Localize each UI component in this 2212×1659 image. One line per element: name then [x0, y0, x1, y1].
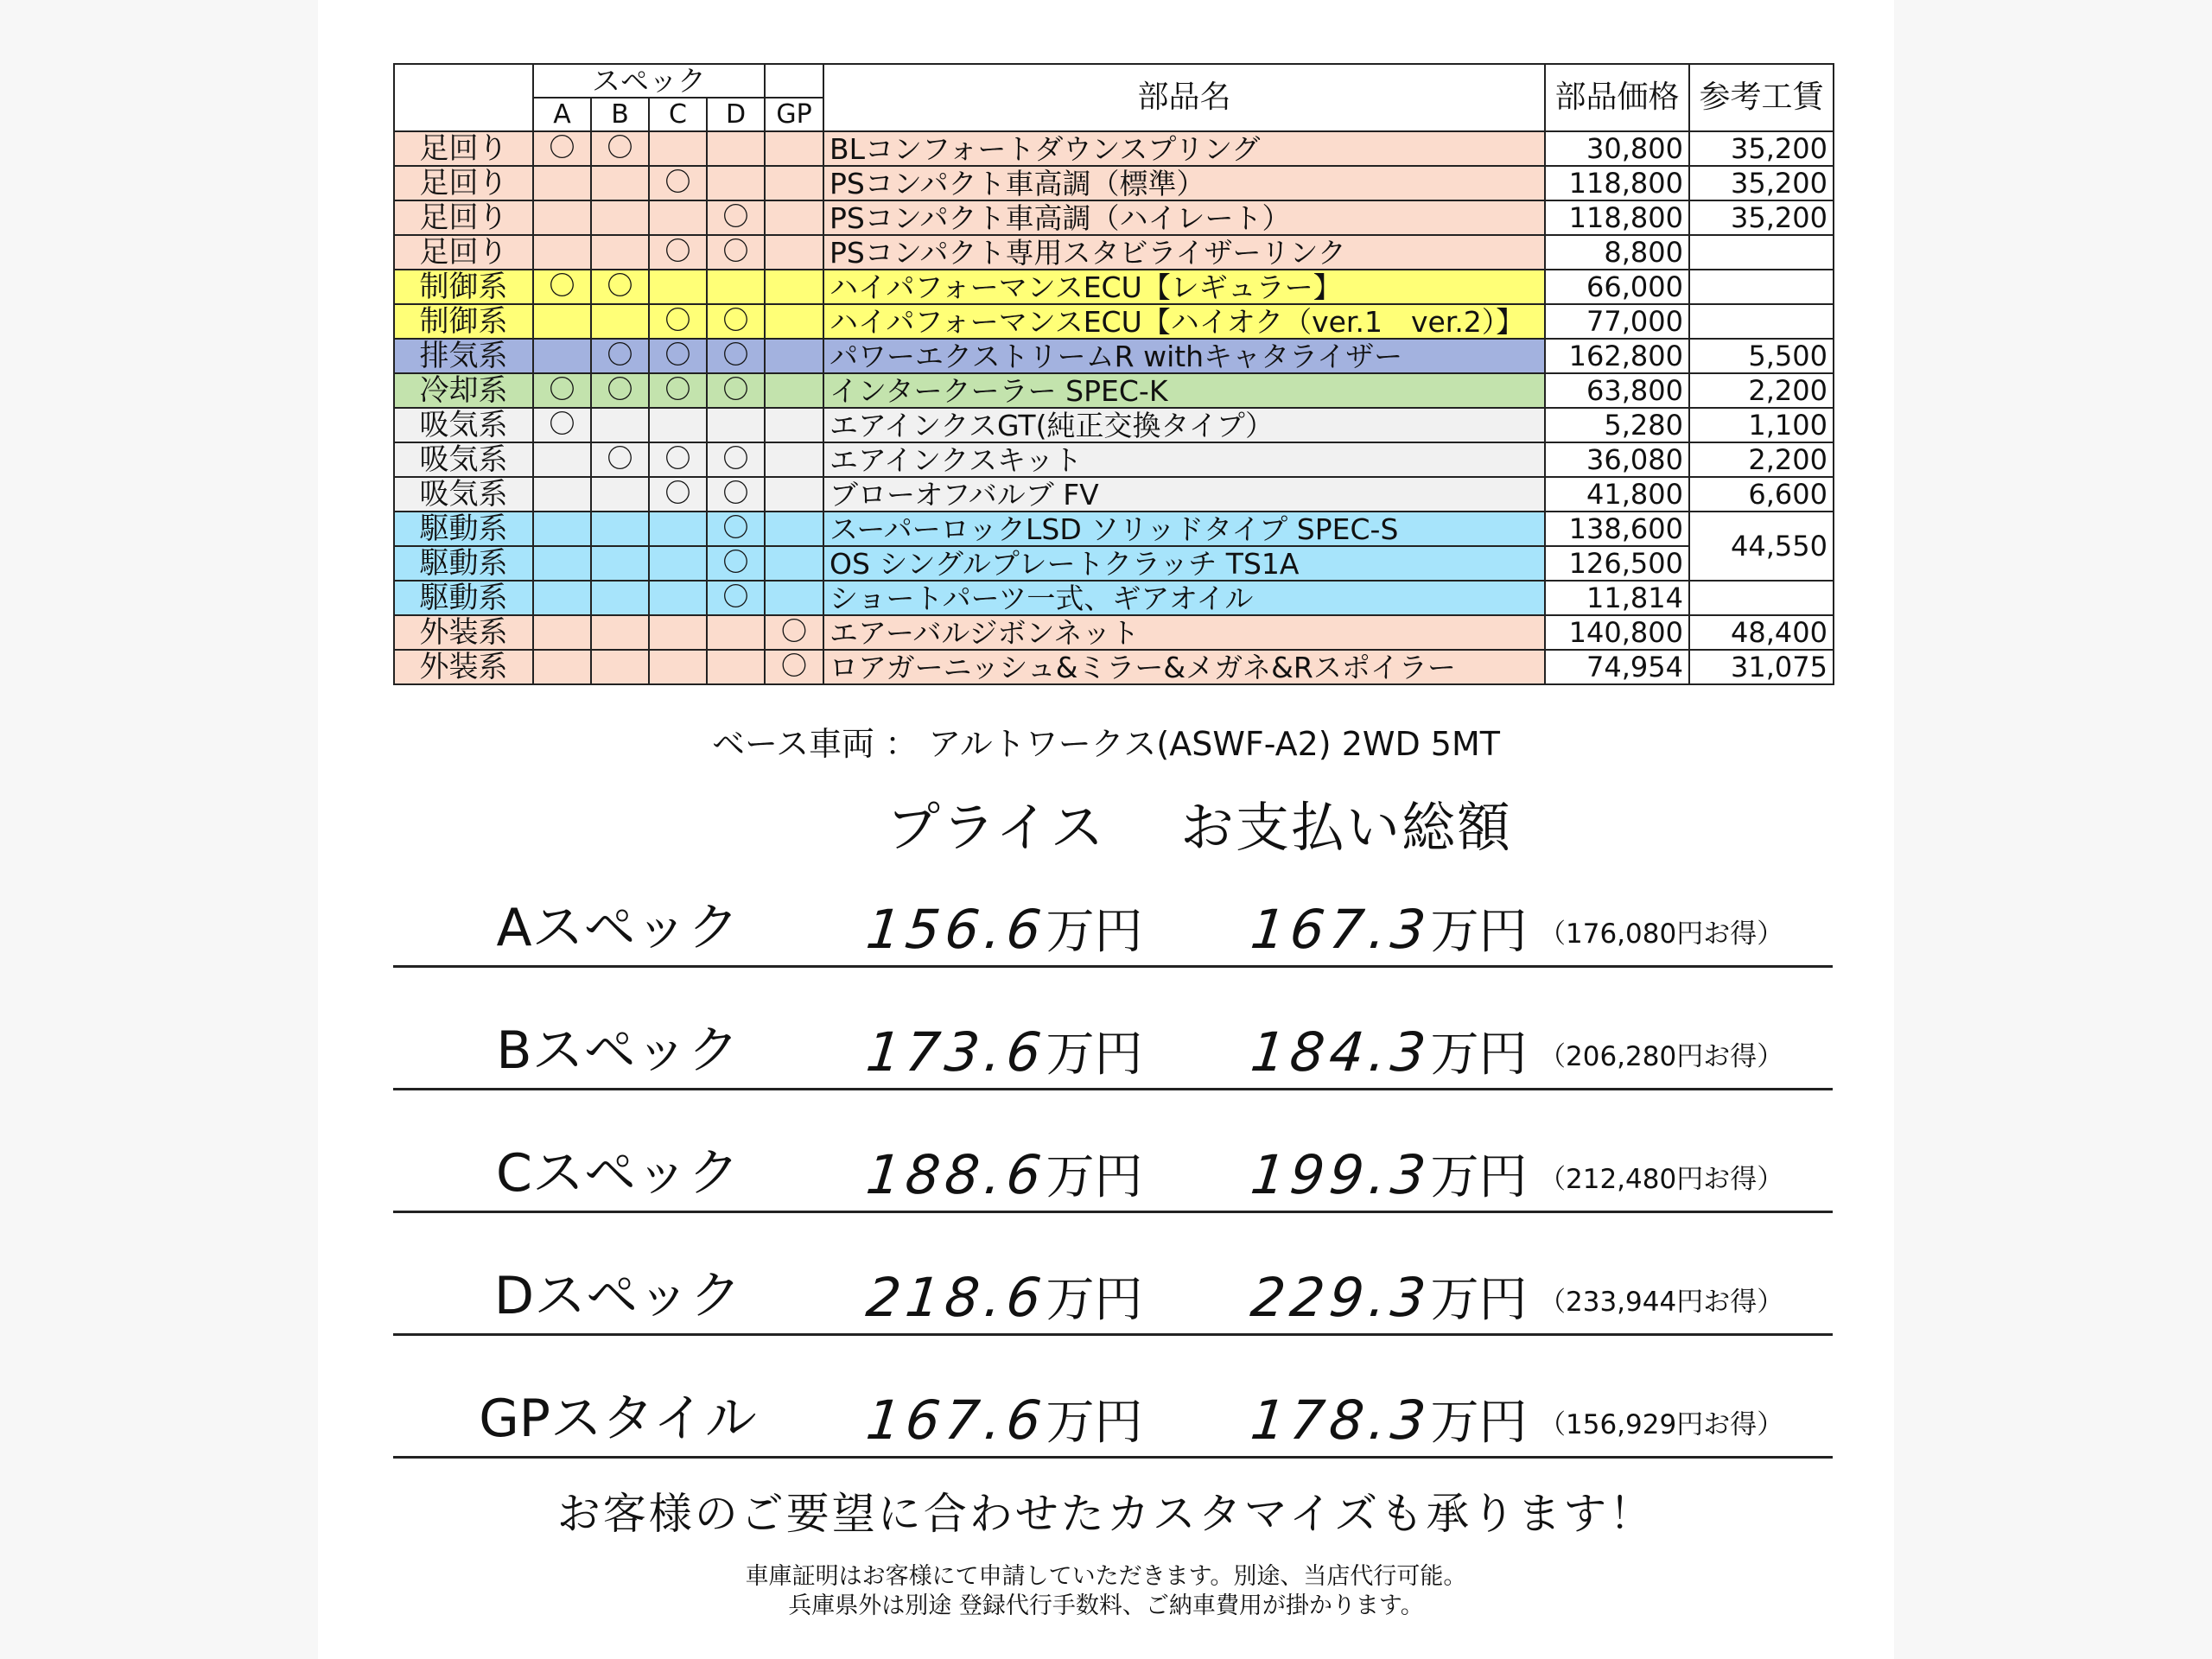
- part-price-header: 部品価格: [1545, 64, 1689, 131]
- part-price-cell: 118,800: [1545, 166, 1689, 200]
- spec-mark-c: 〇: [649, 235, 707, 270]
- spec-col-a: A: [533, 98, 591, 131]
- price-number: 188.6: [863, 1143, 1050, 1206]
- table-row: [394, 304, 1834, 339]
- row-divider: [393, 1211, 1833, 1213]
- table-row: [394, 546, 1834, 581]
- row-divider: [393, 1333, 1833, 1336]
- spec-label: Bスペック: [496, 1020, 740, 1081]
- spec-mark-gp: [765, 442, 823, 477]
- table-row: [394, 512, 1834, 546]
- labor-cell: 35,200: [1689, 131, 1834, 166]
- spec-mark-gp: [765, 512, 823, 546]
- part-name-cell: OS シングルプレートクラッチ TS1A: [823, 546, 1545, 581]
- spec-mark-d: 〇: [707, 581, 765, 615]
- spec-mark-c: [649, 512, 707, 546]
- spec-mark-a: [533, 477, 591, 512]
- spec-total: [1248, 893, 1528, 963]
- category-cell: 制御系: [394, 304, 533, 339]
- spec-mark-gp: [765, 304, 823, 339]
- part-name-cell: エアインクスGT(純正交換タイプ）: [823, 408, 1545, 442]
- spec-mark-c: [649, 200, 707, 235]
- category-cell: 吸気系: [394, 442, 533, 477]
- spec-mark-a: [533, 615, 591, 650]
- total-unit: 万円: [1430, 1272, 1528, 1328]
- spec-mark-d: [707, 650, 765, 684]
- price-unit: 万円: [1046, 1272, 1143, 1328]
- price-number: 218.6: [863, 1266, 1050, 1329]
- spec-mark-c: [649, 408, 707, 442]
- labor-cell: 35,200: [1689, 166, 1834, 200]
- category-cell: 駆動系: [394, 546, 533, 581]
- price-row: [393, 1389, 1833, 1459]
- spec-mark-b: [591, 581, 649, 615]
- spec-mark-c: 〇: [649, 373, 707, 408]
- price-row: [393, 1267, 1833, 1336]
- labor-cell: 31,075: [1689, 650, 1834, 684]
- spec-mark-d: 〇: [707, 373, 765, 408]
- spec-mark-a: [533, 546, 591, 581]
- table-row: [394, 166, 1834, 200]
- spec-mark-c: 〇: [649, 166, 707, 200]
- category-cell: 足回り: [394, 166, 533, 200]
- spec-mark-gp: 〇: [765, 615, 823, 650]
- spec-mark-gp: 〇: [765, 650, 823, 684]
- price-row: [393, 1144, 1833, 1213]
- table-row: [394, 235, 1834, 270]
- labor-cell: 1,100: [1689, 408, 1834, 442]
- note-garage-certificate: 車庫証明はお客様にて申請していただきます。別途、当店代行可能。: [745, 1563, 1467, 1590]
- spec-price: [863, 893, 1143, 963]
- spec-mark-gp: [765, 339, 823, 373]
- part-name-cell: ショートパーツ一式、ギアオイル: [823, 581, 1545, 615]
- table-row: [394, 200, 1834, 235]
- spec-mark-c: [649, 270, 707, 304]
- spec-mark-d: 〇: [707, 304, 765, 339]
- part-name-cell: ハイパフォーマンスECU【レギュラー】: [823, 270, 1545, 304]
- spec-mark-a: [533, 581, 591, 615]
- saving-amount: （156,929円お得）: [1539, 1409, 1784, 1440]
- row-divider: [393, 965, 1833, 968]
- part-price-cell: 5,280: [1545, 408, 1689, 442]
- spec-mark-d: [707, 131, 765, 166]
- spec-label: Cスペック: [496, 1143, 740, 1204]
- labor-cell: 2,200: [1689, 373, 1834, 408]
- part-name-cell: PSコンパクト専用スタビライザーリンク: [823, 235, 1545, 270]
- spec-label: Dスペック: [493, 1266, 742, 1326]
- spec-mark-a: 〇: [533, 373, 591, 408]
- part-price-cell: 36,080: [1545, 442, 1689, 477]
- category-cell: 駆動系: [394, 581, 533, 615]
- part-name-cell: ブローオフバルブ FV: [823, 477, 1545, 512]
- table-row: [394, 477, 1834, 512]
- base-vehicle: ベース車両 ： アルトワークス(ASWF-A2) 2WD 5MT: [712, 725, 1500, 763]
- saving-amount: （176,080円お得）: [1539, 918, 1784, 950]
- spec-mark-b: [591, 235, 649, 270]
- total-unit: 万円: [1430, 1395, 1528, 1451]
- spec-mark-b: [591, 546, 649, 581]
- part-name-cell: PSコンパクト車高調（ハイレート）: [823, 200, 1545, 235]
- spec-col-b: B: [591, 98, 649, 131]
- spec-mark-b: 〇: [591, 270, 649, 304]
- saving-amount: （206,280円お得）: [1539, 1041, 1784, 1072]
- labor-cell: 44,550: [1689, 512, 1834, 581]
- spec-mark-a: [533, 200, 591, 235]
- labor-cell: [1689, 270, 1834, 304]
- price-number: 156.6: [863, 898, 1050, 961]
- spec-mark-d: [707, 270, 765, 304]
- spec-mark-a: [533, 650, 591, 684]
- part-price-cell: 63,800: [1545, 373, 1689, 408]
- part-price-cell: 74,954: [1545, 650, 1689, 684]
- spec-mark-a: 〇: [533, 270, 591, 304]
- category-cell: 吸気系: [394, 408, 533, 442]
- spec-mark-a: [533, 304, 591, 339]
- price-column-header: プライス: [887, 796, 1106, 859]
- part-price-cell: 140,800: [1545, 615, 1689, 650]
- labor-cell: 6,600: [1689, 477, 1834, 512]
- spec-mark-d: 〇: [707, 477, 765, 512]
- spec-mark-b: 〇: [591, 131, 649, 166]
- spec-mark-c: 〇: [649, 477, 707, 512]
- row-divider: [393, 1456, 1833, 1459]
- spec-mark-c: 〇: [649, 442, 707, 477]
- spec-mark-c: 〇: [649, 339, 707, 373]
- spec-mark-a: 〇: [533, 131, 591, 166]
- spec-total: [1248, 1016, 1528, 1085]
- category-cell: 駆動系: [394, 512, 533, 546]
- part-name-cell: スーパーロックLSD ソリッドタイプ SPEC-S: [823, 512, 1545, 546]
- spec-label: Aスペック: [496, 898, 740, 958]
- spec-total: [1248, 1139, 1528, 1208]
- price-number: 173.6: [863, 1020, 1050, 1084]
- total-column-header: お支払い総額: [1180, 796, 1513, 859]
- spec-header-blank: [765, 64, 823, 98]
- spec-price: [863, 1384, 1143, 1453]
- spec-mark-d: 〇: [707, 235, 765, 270]
- spec-mark-gp: [765, 131, 823, 166]
- price-number: 167.6: [863, 1389, 1050, 1452]
- part-name-header: 部品名: [823, 64, 1545, 131]
- total-number: 229.3: [1248, 1266, 1434, 1329]
- part-price-cell: 66,000: [1545, 270, 1689, 304]
- spec-mark-c: [649, 650, 707, 684]
- spec-mark-d: 〇: [707, 339, 765, 373]
- spec-mark-a: [533, 339, 591, 373]
- note-registration-fee: 兵庫県外は別途 登録代行手数料、ご納車費用が掛かります。: [788, 1592, 1424, 1619]
- category-cell: 制御系: [394, 270, 533, 304]
- table-row: [394, 581, 1834, 615]
- spec-mark-b: [591, 408, 649, 442]
- row-divider: [393, 1088, 1833, 1090]
- spec-mark-d: [707, 408, 765, 442]
- labor-cell: [1689, 235, 1834, 270]
- spec-price: [863, 1262, 1143, 1331]
- total-unit: 万円: [1430, 1149, 1528, 1205]
- header-row-1: [394, 64, 1834, 98]
- category-cell: 外装系: [394, 650, 533, 684]
- spec-mark-a: [533, 235, 591, 270]
- spec-mark-b: [591, 477, 649, 512]
- table-row: [394, 373, 1834, 408]
- spec-mark-b: 〇: [591, 373, 649, 408]
- spec-mark-d: 〇: [707, 442, 765, 477]
- labor-header: 参考工賃: [1689, 64, 1834, 131]
- part-name-cell: ハイパフォーマンスECU【ハイオク（ver.1 ver.2）】: [823, 304, 1545, 339]
- spec-mark-c: 〇: [649, 304, 707, 339]
- part-name-cell: パワーエクストリームR withキャタライザー: [823, 339, 1545, 373]
- spec-mark-b: [591, 166, 649, 200]
- spec-mark-a: [533, 442, 591, 477]
- part-price-cell: 126,500: [1545, 546, 1689, 581]
- table-row: [394, 270, 1834, 304]
- price-unit: 万円: [1046, 904, 1143, 960]
- labor-cell: 48,400: [1689, 615, 1834, 650]
- spec-mark-c: [649, 131, 707, 166]
- category-cell: 足回り: [394, 200, 533, 235]
- spec-mark-a: [533, 512, 591, 546]
- part-name-cell: エアーバルジボンネット: [823, 615, 1545, 650]
- part-price-cell: 30,800: [1545, 131, 1689, 166]
- total-number: 167.3: [1248, 898, 1434, 961]
- category-cell: 足回り: [394, 131, 533, 166]
- spec-mark-a: 〇: [533, 408, 591, 442]
- part-name-cell: PSコンパクト車高調（標準）: [823, 166, 1545, 200]
- spec-mark-gp: [765, 546, 823, 581]
- spec-mark-a: [533, 166, 591, 200]
- spec-col-d: D: [707, 98, 765, 131]
- spec-mark-c: [649, 615, 707, 650]
- part-price-cell: 41,800: [1545, 477, 1689, 512]
- part-name-cell: エアインクスキット: [823, 442, 1545, 477]
- spec-mark-gp: [765, 477, 823, 512]
- category-cell: 排気系: [394, 339, 533, 373]
- total-number: 184.3: [1248, 1020, 1434, 1084]
- spec-mark-gp: [765, 235, 823, 270]
- spec-mark-b: 〇: [591, 339, 649, 373]
- spec-mark-c: [649, 546, 707, 581]
- price-unit: 万円: [1046, 1027, 1143, 1083]
- table-row: [394, 650, 1834, 684]
- custom-message: お客様のご要望に合わせたカスタマイズも承ります！: [556, 1489, 1656, 1539]
- spec-mark-gp: [765, 270, 823, 304]
- spec-mark-gp: [765, 581, 823, 615]
- spec-mark-d: 〇: [707, 200, 765, 235]
- price-unit: 万円: [1046, 1395, 1143, 1451]
- spec-mark-gp: [765, 373, 823, 408]
- saving-amount: （212,480円お得）: [1539, 1164, 1784, 1195]
- part-price-cell: 138,600: [1545, 512, 1689, 546]
- part-price-cell: 118,800: [1545, 200, 1689, 235]
- spec-mark-d: 〇: [707, 512, 765, 546]
- spec-total: [1248, 1384, 1528, 1453]
- part-name-cell: インタークーラー SPEC-K: [823, 373, 1545, 408]
- part-price-cell: 77,000: [1545, 304, 1689, 339]
- labor-cell: 35,200: [1689, 200, 1834, 235]
- part-price-cell: 11,814: [1545, 581, 1689, 615]
- part-price-cell: 162,800: [1545, 339, 1689, 373]
- category-cell: 足回り: [394, 235, 533, 270]
- part-name-cell: BLコンフォートダウンスプリング: [823, 131, 1545, 166]
- price-unit: 万円: [1046, 1149, 1143, 1205]
- saving-amount: （233,944円お得）: [1539, 1287, 1784, 1318]
- spec-label: GPスタイル: [479, 1389, 757, 1449]
- part-name-cell: ロアガーニッシュ&ミラー&メガネ&Rスポイラー: [823, 650, 1545, 684]
- table-row: [394, 442, 1834, 477]
- spec-mark-d: 〇: [707, 546, 765, 581]
- spec-mark-b: [591, 615, 649, 650]
- labor-cell: [1689, 304, 1834, 339]
- spec-mark-b: [591, 200, 649, 235]
- price-row: [393, 1021, 1833, 1090]
- spec-header: スペック: [533, 64, 765, 98]
- labor-cell: 2,200: [1689, 442, 1834, 477]
- spec-price: [863, 1139, 1143, 1208]
- parts-table-body: [394, 131, 1834, 684]
- category-cell: 冷却系: [394, 373, 533, 408]
- total-unit: 万円: [1430, 1027, 1528, 1083]
- table-row: [394, 131, 1834, 166]
- table-row: [394, 408, 1834, 442]
- spec-mark-d: [707, 615, 765, 650]
- table-row: [394, 615, 1834, 650]
- spec-mark-c: [649, 581, 707, 615]
- spec-mark-b: [591, 650, 649, 684]
- price-row: [393, 899, 1833, 968]
- total-number: 178.3: [1248, 1389, 1434, 1452]
- table-row: [394, 339, 1834, 373]
- spec-mark-d: [707, 166, 765, 200]
- labor-cell: [1689, 581, 1834, 615]
- total-unit: 万円: [1430, 904, 1528, 960]
- category-header: [394, 64, 533, 131]
- category-cell: 吸気系: [394, 477, 533, 512]
- part-price-cell: 8,800: [1545, 235, 1689, 270]
- spec-mark-b: [591, 304, 649, 339]
- total-number: 199.3: [1248, 1143, 1434, 1206]
- spec-price: [863, 1016, 1143, 1085]
- spec-mark-gp: [765, 408, 823, 442]
- labor-cell: 5,500: [1689, 339, 1834, 373]
- spec-col-c: C: [649, 98, 707, 131]
- spec-col-gp: GP: [765, 98, 823, 131]
- spec-mark-b: [591, 512, 649, 546]
- category-cell: 外装系: [394, 615, 533, 650]
- spec-mark-b: 〇: [591, 442, 649, 477]
- parts-table: [393, 63, 1834, 685]
- spec-mark-gp: [765, 200, 823, 235]
- spec-mark-gp: [765, 166, 823, 200]
- spec-total: [1248, 1262, 1528, 1331]
